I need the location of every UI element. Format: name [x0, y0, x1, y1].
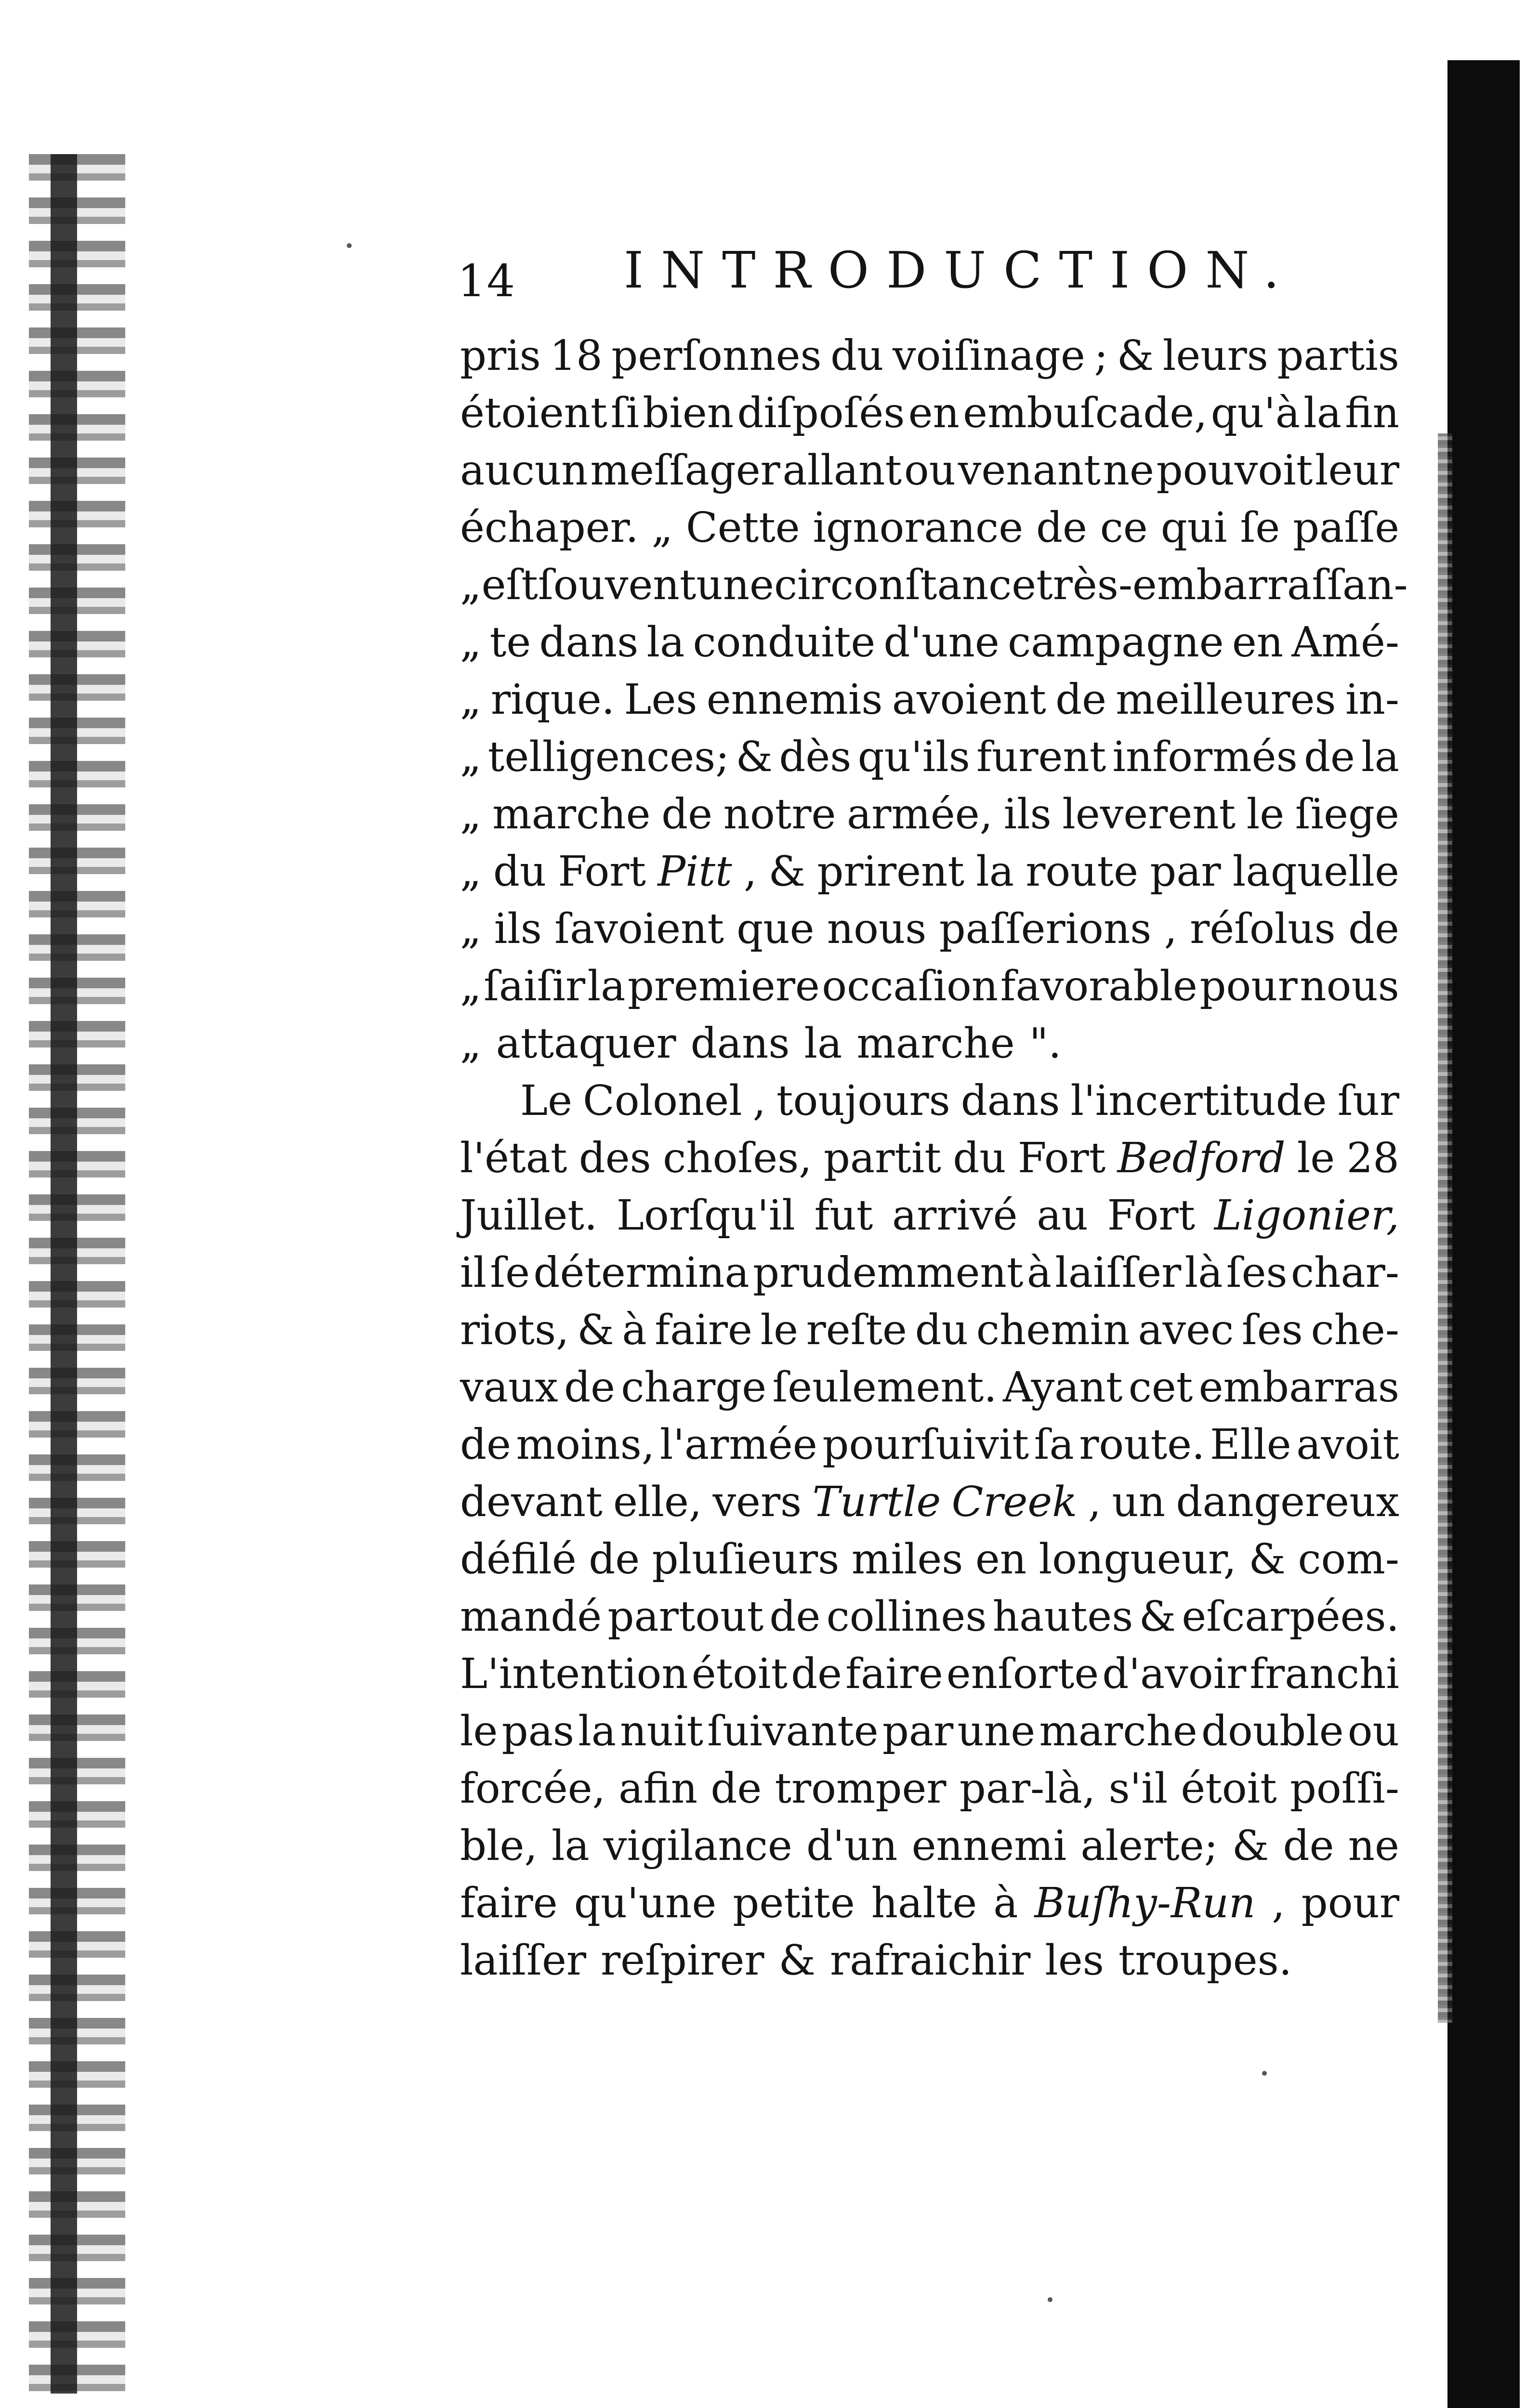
word: petite — [733, 1879, 855, 1927]
text-line — [460, 1130, 1399, 1187]
word: attaquer — [496, 1020, 676, 1068]
word: ſur — [1337, 1077, 1399, 1125]
word: bien — [643, 389, 734, 437]
word: „ — [460, 790, 482, 838]
word: la — [1361, 733, 1399, 781]
word: vaux — [460, 1363, 558, 1412]
word: afin — [618, 1765, 698, 1813]
word: „ — [460, 905, 482, 953]
word: l'incertitude — [1070, 1077, 1327, 1125]
word: la — [976, 848, 1014, 896]
word: ce — [1100, 504, 1148, 552]
word: les — [1045, 1937, 1104, 1985]
word: étoient — [460, 389, 607, 437]
body-text — [460, 327, 1408, 1989]
word: moins, — [516, 1421, 655, 1469]
word: aucun — [460, 446, 588, 495]
word: occaſion — [822, 962, 999, 1010]
word: pouvoit — [1156, 446, 1313, 495]
word: com- — [1298, 1535, 1399, 1584]
word: marche — [492, 790, 651, 838]
word: pour — [1301, 1879, 1399, 1927]
word: Ayant — [1002, 1363, 1123, 1412]
word: armée, — [846, 790, 993, 838]
word: la — [804, 1020, 842, 1068]
word: de — [791, 1650, 842, 1698]
word: arrivé — [892, 1191, 1018, 1240]
text-line — [460, 958, 1399, 1015]
word: te — [489, 618, 531, 667]
word: partis — [1277, 332, 1399, 380]
word: paſſerions — [939, 905, 1152, 953]
word: rique. — [490, 676, 615, 724]
word: rafraichir — [830, 1937, 1031, 1985]
word: très-embarraſſan- — [1036, 561, 1408, 609]
word: & — [1232, 1822, 1269, 1870]
word: Elle — [1210, 1421, 1291, 1469]
word: voiſinage — [893, 332, 1085, 380]
text-line — [460, 1818, 1399, 1875]
scan-speck — [1048, 2297, 1052, 2302]
text-line — [460, 671, 1399, 729]
word: le — [1246, 790, 1285, 838]
word: eſt — [481, 561, 538, 609]
word: vigilance — [603, 1822, 792, 1870]
word: qui — [1160, 504, 1227, 552]
word: à — [622, 1306, 647, 1354]
word: double — [1201, 1707, 1344, 1755]
word: mandé — [460, 1593, 602, 1641]
word: halte — [871, 1879, 977, 1927]
word: il — [460, 1249, 487, 1297]
word: & — [778, 1937, 816, 1985]
word: Juillet. — [460, 1191, 598, 1240]
word: „ — [460, 848, 482, 896]
word: d'une — [883, 618, 1000, 667]
word: & — [1249, 1535, 1286, 1584]
word: Fort — [1017, 1134, 1106, 1182]
word: Pitt — [658, 848, 732, 896]
word: laiſſer — [460, 1937, 586, 1985]
page-number: 14 — [458, 255, 516, 307]
word-gap — [842, 1015, 856, 1073]
word: qu'une — [574, 1879, 717, 1927]
word: par — [882, 1707, 954, 1755]
word: la — [578, 1707, 617, 1755]
word: ble, — [460, 1822, 538, 1870]
scan-speck — [1262, 2071, 1267, 2076]
word: la — [1303, 389, 1342, 437]
word: ſe — [1240, 504, 1280, 552]
text-line — [460, 1302, 1399, 1359]
word: faire — [845, 1650, 943, 1698]
page-edge-fringe — [1438, 433, 1452, 2023]
word: l'état — [460, 1134, 567, 1182]
word: Bedford — [1117, 1134, 1286, 1182]
word: Les — [624, 676, 697, 724]
word: avoient — [892, 676, 1046, 724]
word: eſcarpées. — [1182, 1593, 1399, 1641]
running-head — [458, 241, 1325, 308]
word: ou — [904, 446, 956, 495]
word: ſes — [1241, 1306, 1303, 1354]
word: par-là, — [959, 1765, 1096, 1813]
word: „ — [460, 561, 482, 609]
word: cet — [1128, 1363, 1193, 1412]
text-line — [460, 1646, 1399, 1703]
word: informés — [1112, 733, 1298, 781]
word: le — [460, 1707, 498, 1755]
text-line — [460, 729, 1399, 786]
word: ſeulement. — [772, 1363, 997, 1412]
word: & — [577, 1306, 614, 1354]
word: „ — [460, 733, 482, 781]
word: , — [1272, 1879, 1285, 1927]
word: pris — [460, 332, 541, 380]
text-line — [460, 1244, 1399, 1302]
word: poſſi- — [1289, 1765, 1399, 1813]
word: de — [564, 1363, 615, 1412]
word: troupes. — [1118, 1937, 1292, 1985]
word: du — [493, 848, 547, 896]
word: ſaiſir — [484, 962, 586, 1010]
word: Buſhy-Run — [1034, 1879, 1256, 1927]
word: fut — [814, 1191, 873, 1240]
word: ſavoient — [554, 905, 724, 953]
word: Turtle — [812, 1478, 941, 1526]
word: marche — [1039, 1707, 1197, 1755]
word: des — [579, 1134, 651, 1182]
word: Fort — [1107, 1191, 1196, 1240]
word: nuit — [620, 1707, 704, 1755]
word: de — [1055, 676, 1107, 724]
word: une — [957, 1707, 1036, 1755]
text-line — [460, 499, 1399, 557]
word: ennemis — [706, 676, 883, 724]
word: Amé- — [1291, 618, 1399, 667]
word: qu'à — [1210, 389, 1301, 437]
word: avoit — [1296, 1421, 1399, 1469]
word: chemin — [976, 1306, 1130, 1354]
word: prirent — [817, 848, 964, 896]
word: un — [1112, 1478, 1166, 1526]
word: premiere — [627, 962, 820, 1010]
word: choſes, — [663, 1134, 812, 1182]
page-edge-bar — [1447, 60, 1520, 2408]
word: ſuivante — [707, 1707, 879, 1755]
word: Colonel — [582, 1077, 742, 1125]
word-gap — [790, 1015, 804, 1073]
text-line — [460, 385, 1399, 442]
word: Fort — [558, 848, 646, 896]
word: perſonnes — [611, 332, 822, 380]
word: le — [1297, 1134, 1335, 1182]
word: d'un — [806, 1822, 898, 1870]
word: Le — [520, 1077, 573, 1125]
text-line — [460, 786, 1399, 843]
word: laquelle — [1232, 848, 1399, 896]
word-gap — [482, 1015, 496, 1073]
word: l'armée — [659, 1421, 817, 1469]
word: ; — [1094, 332, 1108, 380]
word: miles — [851, 1535, 963, 1584]
word: devant — [460, 1478, 603, 1526]
word: Ligonier, — [1214, 1191, 1399, 1240]
word: à — [1026, 1249, 1052, 1297]
word: dans — [539, 618, 639, 667]
word: laiſſer — [1055, 1249, 1182, 1297]
word: dans — [960, 1077, 1060, 1125]
text-line — [460, 614, 1399, 671]
text-line — [460, 1015, 1399, 1073]
word: in- — [1345, 676, 1399, 724]
word: leverent — [1062, 790, 1236, 838]
word: longueur, — [1039, 1535, 1236, 1584]
word-gap — [1030, 1932, 1045, 1989]
word: du — [830, 332, 884, 380]
word: réſolus — [1190, 905, 1336, 953]
word: „ — [460, 962, 482, 1010]
word: la — [646, 618, 685, 667]
word: , — [752, 1077, 766, 1125]
word: ou — [1347, 1707, 1399, 1755]
word: & — [768, 848, 806, 896]
word: charge — [621, 1363, 767, 1412]
word: partit — [823, 1134, 941, 1182]
running-title: INTRODUCTION. — [624, 241, 1297, 300]
word: pluſieurs — [652, 1535, 840, 1584]
text-line — [460, 901, 1399, 958]
word: ſe — [490, 1249, 530, 1297]
text-line — [460, 1760, 1399, 1818]
word: forcée, — [460, 1765, 606, 1813]
text-line — [460, 1875, 1399, 1932]
word: venant — [958, 446, 1101, 495]
word: étoit — [691, 1650, 788, 1698]
book-gutter-core — [51, 154, 77, 2394]
word: pas — [501, 1707, 575, 1755]
word: ſouvent — [538, 561, 697, 609]
word: Creek — [951, 1478, 1078, 1526]
word: d'avoir — [1102, 1650, 1247, 1698]
word: par — [1150, 848, 1221, 896]
word: faire — [460, 1879, 558, 1927]
word: embuſcade, — [963, 389, 1208, 437]
word: qu'ils — [857, 733, 970, 781]
word: dès — [779, 733, 852, 781]
word: , — [1088, 1478, 1102, 1526]
word: & — [736, 733, 773, 781]
text-line — [460, 557, 1408, 614]
word: diſpoſés — [737, 389, 905, 437]
word: ſes — [1226, 1249, 1288, 1297]
word: circonſtance — [774, 561, 1037, 609]
word: , — [1164, 905, 1177, 953]
word: vers — [712, 1478, 802, 1526]
word: faire — [655, 1306, 752, 1354]
word: reſte — [806, 1306, 907, 1354]
text-line — [460, 843, 1399, 901]
word: L'intention — [460, 1650, 688, 1698]
word: de — [661, 790, 713, 838]
word: en — [975, 1535, 1027, 1584]
word: riots, — [460, 1306, 569, 1354]
word: route. — [1079, 1421, 1205, 1469]
word: meſſager — [590, 446, 780, 495]
word: de — [589, 1535, 640, 1584]
word: franchi — [1250, 1650, 1399, 1698]
word: allant — [782, 446, 902, 495]
word: ne — [1103, 446, 1154, 495]
word: collines — [826, 1593, 987, 1641]
word: prudemment — [752, 1249, 1024, 1297]
book-gutter-shadow — [29, 154, 125, 2394]
word: & — [1117, 332, 1154, 380]
word: hautes — [992, 1593, 1133, 1641]
word: partout — [607, 1593, 764, 1641]
word: telligences; — [487, 733, 730, 781]
word: pour — [1199, 962, 1298, 1010]
word: embarras — [1198, 1363, 1399, 1412]
word-gap — [1015, 1015, 1029, 1073]
word: ſa — [1034, 1421, 1074, 1469]
word: s'il — [1108, 1765, 1168, 1813]
word: à — [993, 1879, 1018, 1927]
text-line — [460, 1703, 1399, 1760]
word: échaper. — [460, 504, 639, 552]
scan-speck — [347, 243, 352, 248]
word: de — [769, 1593, 821, 1641]
text-line — [460, 442, 1399, 499]
word: le — [760, 1306, 798, 1354]
word: route — [1026, 848, 1138, 896]
word: elle, — [613, 1478, 702, 1526]
word: ils — [1003, 790, 1052, 838]
text-line — [460, 1531, 1399, 1588]
word: char- — [1290, 1249, 1399, 1297]
word: en — [908, 389, 960, 437]
text-line — [460, 1187, 1399, 1244]
word: conduite — [693, 618, 876, 667]
word: che- — [1311, 1306, 1399, 1354]
word: favorable — [1000, 962, 1197, 1010]
word: défilé — [460, 1535, 577, 1584]
word: de — [1036, 504, 1087, 552]
word: reſpirer — [600, 1937, 764, 1985]
word-gap — [676, 1015, 691, 1073]
word: toujours — [776, 1077, 950, 1125]
word: de — [1283, 1822, 1334, 1870]
word: alerte; — [1080, 1822, 1218, 1870]
word: ne — [1348, 1822, 1399, 1870]
word: „ — [460, 618, 482, 667]
word: de — [1348, 905, 1399, 953]
word: ". — [1029, 1020, 1062, 1068]
word: , — [743, 848, 757, 896]
text-line — [460, 1359, 1399, 1416]
word: pourſuivit — [822, 1421, 1029, 1469]
word: Cette — [685, 504, 800, 552]
word: „ — [460, 676, 482, 724]
word: ſi — [610, 389, 640, 437]
word-gap — [1104, 1932, 1118, 1989]
word: marche — [856, 1020, 1015, 1068]
word: notre — [723, 790, 836, 838]
text-line — [460, 327, 1399, 385]
word: enſorte — [946, 1650, 1099, 1698]
word: nous — [827, 905, 927, 953]
word: leurs — [1162, 332, 1268, 380]
word: nous — [1300, 962, 1399, 1010]
word: avec — [1138, 1306, 1234, 1354]
word: leur — [1315, 446, 1399, 495]
word: fin — [1345, 389, 1399, 437]
text-line — [460, 1416, 1399, 1474]
word: „ — [651, 504, 673, 552]
word: une — [696, 561, 774, 609]
word: Lorſqu'il — [616, 1191, 795, 1240]
text-line — [460, 1474, 1399, 1531]
word: de — [460, 1421, 511, 1469]
word: campagne — [1008, 618, 1224, 667]
word: en — [1232, 618, 1284, 667]
word: détermina — [533, 1249, 750, 1297]
word: de — [1303, 733, 1355, 781]
word: la — [551, 1822, 590, 1870]
word: meilleures — [1116, 676, 1336, 724]
word-gap — [816, 1932, 830, 1989]
word: „ — [460, 1020, 482, 1068]
word: au — [1037, 1191, 1088, 1240]
word: & — [1139, 1593, 1176, 1641]
word: de — [710, 1765, 762, 1813]
word: dans — [690, 1020, 790, 1068]
word: là — [1184, 1249, 1223, 1297]
word: furent — [976, 733, 1106, 781]
word: que — [737, 905, 815, 953]
word-gap — [586, 1932, 601, 1989]
text-line — [460, 1588, 1399, 1646]
word: paſſe — [1293, 504, 1399, 552]
word: tromper — [775, 1765, 947, 1813]
word: ſiege — [1295, 790, 1399, 838]
word: ignorance — [813, 504, 1024, 552]
text-line — [460, 1932, 1399, 1989]
word-gap — [764, 1932, 778, 1989]
word: ennemi — [911, 1822, 1067, 1870]
word: 18 — [550, 332, 603, 380]
word: du — [915, 1306, 969, 1354]
word: dangereux — [1176, 1478, 1399, 1526]
word: étoit — [1181, 1765, 1277, 1813]
word: la — [587, 962, 626, 1010]
word: du — [953, 1134, 1006, 1182]
word: ils — [494, 905, 542, 953]
word: 28 — [1346, 1134, 1399, 1182]
text-line — [460, 1073, 1399, 1130]
